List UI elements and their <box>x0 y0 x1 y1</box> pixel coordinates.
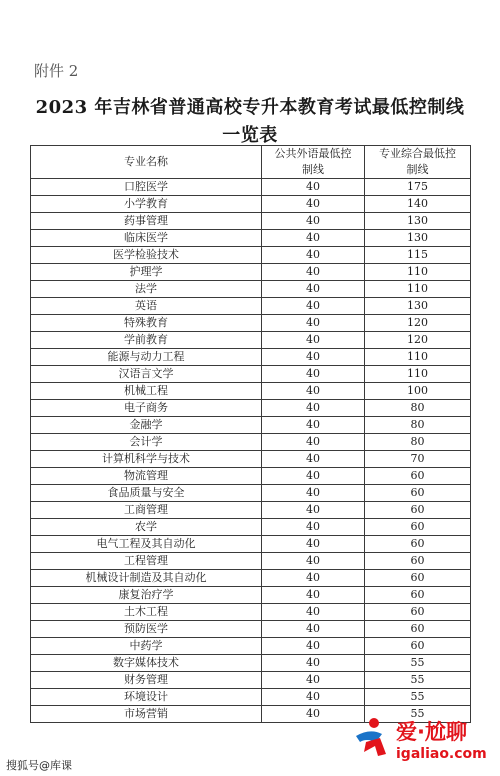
table-row <box>31 434 471 451</box>
header-comprehensive-line2: 制线 <box>406 163 429 176</box>
table-row <box>31 672 471 689</box>
table-row <box>31 196 471 213</box>
comprehensive-cutoff-cell: 55 <box>365 672 471 689</box>
foreign-language-cutoff-cell: 40 <box>262 655 365 672</box>
comprehensive-cutoff-cell: 55 <box>365 689 471 706</box>
comprehensive-cutoff-cell: 175 <box>365 179 471 196</box>
foreign-language-cutoff-cell: 40 <box>262 689 365 706</box>
major-name-cell: 数字媒体技术 <box>31 655 262 672</box>
foreign-language-cutoff-cell: 40 <box>262 179 365 196</box>
table-row <box>31 281 471 298</box>
foreign-language-cutoff-cell: 40 <box>262 434 365 451</box>
comprehensive-cutoff-cell: 140 <box>365 196 471 213</box>
table-row <box>31 604 471 621</box>
foreign-language-cutoff-cell: 40 <box>262 315 365 332</box>
foreign-language-cutoff-cell: 40 <box>262 264 365 281</box>
major-name-cell: 会计学 <box>31 434 262 451</box>
foreign-language-cutoff-cell: 40 <box>262 400 365 417</box>
major-name-cell: 口腔医学 <box>31 179 262 196</box>
major-name-cell: 农学 <box>31 519 262 536</box>
comprehensive-cutoff-cell: 110 <box>365 281 471 298</box>
running-figure-logo-icon <box>352 716 392 760</box>
table-row <box>31 621 471 638</box>
table-row <box>31 230 471 247</box>
table-row <box>31 485 471 502</box>
foreign-language-cutoff-cell: 40 <box>262 332 365 349</box>
table-row <box>31 332 471 349</box>
table-row <box>31 468 471 485</box>
comprehensive-cutoff-cell: 120 <box>365 332 471 349</box>
table-row <box>31 536 471 553</box>
comprehensive-cutoff-cell: 60 <box>365 553 471 570</box>
foreign-language-cutoff-cell: 40 <box>262 502 365 519</box>
comprehensive-cutoff-cell: 55 <box>365 655 471 672</box>
comprehensive-cutoff-cell: 115 <box>365 247 471 264</box>
comprehensive-cutoff-cell: 120 <box>365 315 471 332</box>
comprehensive-cutoff-cell: 60 <box>365 604 471 621</box>
comprehensive-cutoff-cell: 80 <box>365 434 471 451</box>
major-name-cell: 计算机科学与技术 <box>31 451 262 468</box>
foreign-language-cutoff-cell: 40 <box>262 383 365 400</box>
table-row <box>31 417 471 434</box>
foreign-language-cutoff-cell: 40 <box>262 196 365 213</box>
major-name-cell: 市场营销 <box>31 706 262 723</box>
foreign-language-cutoff-cell: 40 <box>262 604 365 621</box>
foreign-language-cutoff-cell: 40 <box>262 213 365 230</box>
major-name-cell: 环境设计 <box>31 689 262 706</box>
table-row <box>31 451 471 468</box>
major-name-cell: 财务管理 <box>31 672 262 689</box>
sohu-watermark: 搜狐号@库课 <box>6 759 72 772</box>
header-comprehensive-cutoff <box>365 146 471 179</box>
major-name-cell: 法学 <box>31 281 262 298</box>
table-row <box>31 349 471 366</box>
comprehensive-cutoff-cell: 130 <box>365 230 471 247</box>
table-row <box>31 689 471 706</box>
major-name-cell: 机械工程 <box>31 383 262 400</box>
major-name-cell: 英语 <box>31 298 262 315</box>
comprehensive-cutoff-cell: 60 <box>365 638 471 655</box>
foreign-language-cutoff-cell: 40 <box>262 281 365 298</box>
foreign-language-cutoff-cell: 40 <box>262 672 365 689</box>
comprehensive-cutoff-cell: 110 <box>365 366 471 383</box>
comprehensive-cutoff-cell: 60 <box>365 468 471 485</box>
major-name-cell: 机械设计制造及其自动化 <box>31 570 262 587</box>
comprehensive-cutoff-cell: 60 <box>365 485 471 502</box>
header-major-name: 专业名称 <box>31 146 262 179</box>
comprehensive-cutoff-cell: 60 <box>365 570 471 587</box>
comprehensive-cutoff-cell: 80 <box>365 417 471 434</box>
document-title-line2: 一览表 <box>222 125 278 146</box>
major-name-cell: 物流管理 <box>31 468 262 485</box>
major-name-cell: 工商管理 <box>31 502 262 519</box>
foreign-language-cutoff-cell: 40 <box>262 451 365 468</box>
major-name-cell: 汉语言文学 <box>31 366 262 383</box>
major-name-cell: 预防医学 <box>31 621 262 638</box>
foreign-language-cutoff-cell: 40 <box>262 298 365 315</box>
foreign-language-cutoff-cell: 40 <box>262 247 365 264</box>
igaliao-url: igaliao.com <box>396 746 487 762</box>
foreign-language-cutoff-cell: 40 <box>262 366 365 383</box>
table-body <box>31 179 471 723</box>
foreign-language-cutoff-cell: 40 <box>262 349 365 366</box>
foreign-language-cutoff-cell: 40 <box>262 570 365 587</box>
table-row <box>31 553 471 570</box>
comprehensive-cutoff-cell: 70 <box>365 451 471 468</box>
table-row <box>31 366 471 383</box>
table-header-row <box>31 146 471 179</box>
igaliao-chinese-name: 爱·尬聊 <box>396 720 467 744</box>
table-row <box>31 400 471 417</box>
table-row <box>31 502 471 519</box>
comprehensive-cutoff-cell: 110 <box>365 349 471 366</box>
table-row <box>31 247 471 264</box>
table-row <box>31 179 471 196</box>
comprehensive-cutoff-cell: 60 <box>365 519 471 536</box>
header-comprehensive-line1: 专业综合最低控 <box>379 147 456 160</box>
table-row <box>31 315 471 332</box>
comprehensive-cutoff-cell: 80 <box>365 400 471 417</box>
major-name-cell: 金融学 <box>31 417 262 434</box>
igaliao-watermark <box>352 712 497 772</box>
major-name-cell: 学前教育 <box>31 332 262 349</box>
table-row <box>31 213 471 230</box>
table-row <box>31 298 471 315</box>
foreign-language-cutoff-cell: 40 <box>262 468 365 485</box>
major-name-cell: 能源与动力工程 <box>31 349 262 366</box>
major-name-cell: 医学检验技术 <box>31 247 262 264</box>
foreign-language-cutoff-cell: 40 <box>262 553 365 570</box>
comprehensive-cutoff-cell: 60 <box>365 587 471 604</box>
foreign-language-cutoff-cell: 40 <box>262 621 365 638</box>
major-name-cell: 中药学 <box>31 638 262 655</box>
major-name-cell: 电子商务 <box>31 400 262 417</box>
foreign-language-cutoff-cell: 40 <box>262 587 365 604</box>
major-name-cell: 土木工程 <box>31 604 262 621</box>
comprehensive-cutoff-cell: 60 <box>365 536 471 553</box>
major-name-cell: 护理学 <box>31 264 262 281</box>
comprehensive-cutoff-cell: 55 <box>365 706 471 723</box>
foreign-language-cutoff-cell: 40 <box>262 519 365 536</box>
table-row <box>31 383 471 400</box>
table-row <box>31 519 471 536</box>
foreign-language-cutoff-cell: 40 <box>262 536 365 553</box>
major-name-cell: 电气工程及其自动化 <box>31 536 262 553</box>
comprehensive-cutoff-cell: 110 <box>365 264 471 281</box>
table-row <box>31 570 471 587</box>
table-row <box>31 638 471 655</box>
comprehensive-cutoff-cell: 130 <box>365 213 471 230</box>
table-row <box>31 587 471 604</box>
foreign-language-cutoff-cell: 40 <box>262 485 365 502</box>
major-name-cell: 药事管理 <box>31 213 262 230</box>
cutoff-score-table <box>30 145 471 723</box>
foreign-language-cutoff-cell: 40 <box>262 230 365 247</box>
comprehensive-cutoff-cell: 130 <box>365 298 471 315</box>
major-name-cell: 康复治疗学 <box>31 587 262 604</box>
foreign-language-cutoff-cell: 40 <box>262 706 365 723</box>
header-foreign-language-cutoff <box>262 146 365 179</box>
attachment-label: 附件 2 <box>34 62 79 80</box>
header-foreign-language-line2: 制线 <box>302 163 324 176</box>
comprehensive-cutoff-cell: 100 <box>365 383 471 400</box>
document-title: 2023 年吉林省普通高校专升本教育考试最低控制线 <box>35 97 465 118</box>
major-name-cell: 特殊教育 <box>31 315 262 332</box>
foreign-language-cutoff-cell: 40 <box>262 417 365 434</box>
table-row <box>31 264 471 281</box>
header-foreign-language-line1: 公共外语最低控 <box>274 147 352 160</box>
foreign-language-cutoff-cell: 40 <box>262 638 365 655</box>
major-name-cell: 食品质量与安全 <box>31 485 262 502</box>
major-name-cell: 小学教育 <box>31 196 262 213</box>
major-name-cell: 临床医学 <box>31 230 262 247</box>
comprehensive-cutoff-cell: 60 <box>365 502 471 519</box>
table-row <box>31 655 471 672</box>
major-name-cell: 工程管理 <box>31 553 262 570</box>
comprehensive-cutoff-cell: 60 <box>365 621 471 638</box>
